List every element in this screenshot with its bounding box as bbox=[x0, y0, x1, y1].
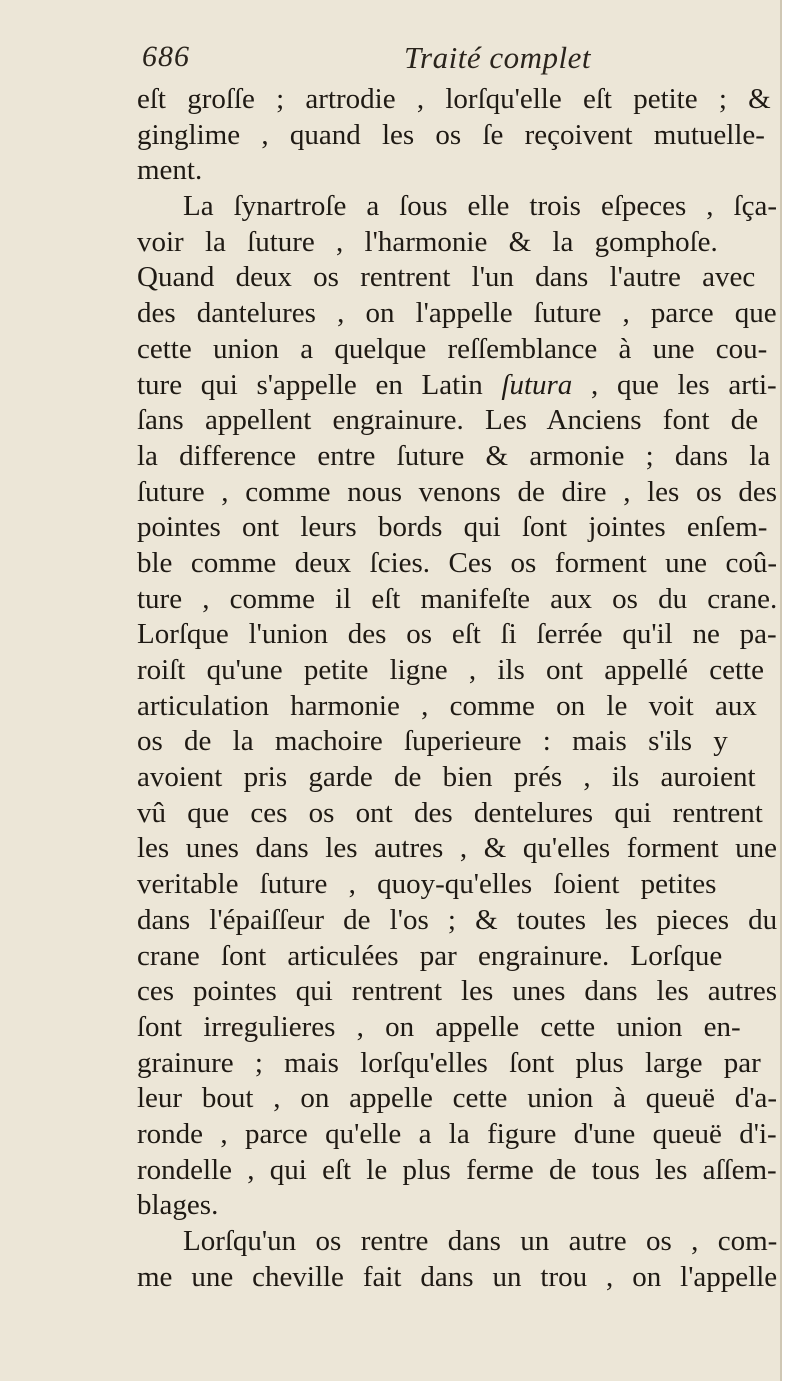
text-line-content: les unes dans les autres , & qu'elles forment une bbox=[137, 832, 778, 865]
text-line bbox=[137, 475, 782, 511]
text-line-content: eſt groſſe ; artrodie , lorſqu'elle eſt petite ; & bbox=[137, 83, 771, 115]
text-line bbox=[137, 296, 782, 332]
running-head bbox=[142, 40, 662, 84]
text-line bbox=[137, 1010, 782, 1046]
text-line-content: veritable ſuture , quoy-qu'elles ſoient petites bbox=[137, 868, 717, 901]
text-line bbox=[137, 439, 782, 475]
text-line bbox=[137, 653, 782, 689]
text-line-content: dans l'épaiſſeur de l'os ; & toutes les pieces du bbox=[137, 903, 778, 936]
text-line-content: des dantelures , on l'appelle ſuture , parce que bbox=[137, 297, 777, 330]
text-line bbox=[137, 403, 782, 439]
text-line bbox=[137, 189, 782, 225]
text-line bbox=[137, 1188, 782, 1224]
text-line-content: ces pointes qui rentrent les unes dans les autres bbox=[137, 975, 778, 1008]
text-line bbox=[137, 118, 782, 154]
text-line bbox=[137, 617, 782, 653]
text-line-content: roiſt qu'une petite ligne , ils ont appellé cette bbox=[137, 654, 764, 686]
text-line bbox=[137, 1046, 782, 1082]
text-line-content: voir la ſuture , l'harmonie & la gomphoſe. bbox=[137, 225, 718, 258]
text-line bbox=[137, 939, 782, 975]
text-line bbox=[137, 796, 782, 832]
text-line bbox=[137, 582, 782, 618]
text-line bbox=[137, 689, 782, 725]
text-line bbox=[137, 153, 782, 189]
text-line-content: Lorſque l'union des os eſt ſi ſerrée qu'il ne pa- bbox=[137, 618, 777, 651]
text-line-content: Quand deux os rentrent l'un dans l'autre avec bbox=[137, 261, 756, 294]
page-number: 686 bbox=[142, 40, 190, 73]
italic-latin-word: ſutura bbox=[501, 368, 573, 401]
text-line-content: grainure ; mais lorſqu'elles ſont plus large par bbox=[137, 1046, 761, 1079]
text-line bbox=[137, 1081, 782, 1117]
text-line-content: ronde , parce qu'elle a la figure d'une queuë d'i- bbox=[137, 1117, 777, 1150]
text-line-content: Lorſqu'un os rentre dans un autre os , com- bbox=[183, 1225, 778, 1257]
text-line bbox=[137, 332, 782, 368]
text-line-content: me une cheville fait dans un trou , on l'appelle bbox=[137, 1260, 778, 1293]
text-line bbox=[137, 1260, 782, 1296]
text-line bbox=[137, 225, 782, 261]
text-line-content: ſont irregulieres , on appelle cette union en- bbox=[137, 1010, 741, 1043]
text-line-content: la difference entre ſuture & armonie ; dans la bbox=[137, 439, 771, 472]
text-line-content: ture , comme il eſt manifeſte aux os du crane. bbox=[137, 582, 778, 615]
text-line bbox=[137, 1153, 782, 1189]
text-line bbox=[137, 867, 782, 903]
text-line-content: cette union a quelque reſſemblance à une cou- bbox=[137, 332, 768, 365]
text-line bbox=[137, 974, 782, 1010]
text-line-content: vû que ces os ont des dentelures qui rentrent bbox=[137, 796, 763, 829]
text-line-content: La ſynartroſe a ſous elle trois eſpeces , ſça- bbox=[183, 190, 777, 223]
text-line-content: ſuture , comme nous venons de dire , les os des bbox=[137, 475, 778, 508]
text-line-content: ment. bbox=[137, 154, 203, 187]
text-line bbox=[137, 724, 782, 760]
text-line bbox=[137, 260, 782, 296]
text-line bbox=[137, 1117, 782, 1153]
text-line-content: ture qui s'appelle en Latin bbox=[137, 368, 502, 401]
text-line-content: blages. bbox=[137, 1189, 219, 1222]
text-line bbox=[137, 368, 782, 404]
text-line-content: ſans appellent engrainure. Les Anciens font de bbox=[137, 404, 759, 437]
text-line-content: leur bout , on appelle cette union à queuë d'a- bbox=[137, 1082, 778, 1115]
running-title: Traité complet bbox=[404, 40, 591, 75]
text-line-content: ble comme deux ſcies. Ces os forment une coû- bbox=[137, 546, 778, 579]
text-line bbox=[137, 82, 782, 118]
text-line bbox=[137, 831, 782, 867]
text-line bbox=[137, 546, 782, 582]
text-line-continuation: , que les arti- bbox=[572, 368, 777, 401]
text-line bbox=[137, 760, 782, 796]
text-line-content: os de la machoire ſuperieure : mais s'ils y bbox=[137, 725, 728, 758]
text-line bbox=[137, 1224, 782, 1260]
text-line-content: crane ſont articulées par engrainure. Lorſque bbox=[137, 939, 723, 972]
text-line-content: rondelle , qui eſt le plus ferme de tous les aſſem- bbox=[137, 1153, 777, 1186]
text-line-content: articulation harmonie , comme on le voit aux bbox=[137, 689, 757, 722]
text-line-content: ginglime , quand les os ſe reçoivent mutuelle- bbox=[137, 118, 765, 151]
text-line-content: avoient pris garde de bien prés , ils auroient bbox=[137, 761, 756, 794]
text-line bbox=[137, 510, 782, 546]
text-line bbox=[137, 903, 782, 939]
body-text bbox=[137, 82, 782, 1295]
text-line-content: pointes ont leurs bords qui ſont jointes enſem- bbox=[137, 511, 768, 544]
